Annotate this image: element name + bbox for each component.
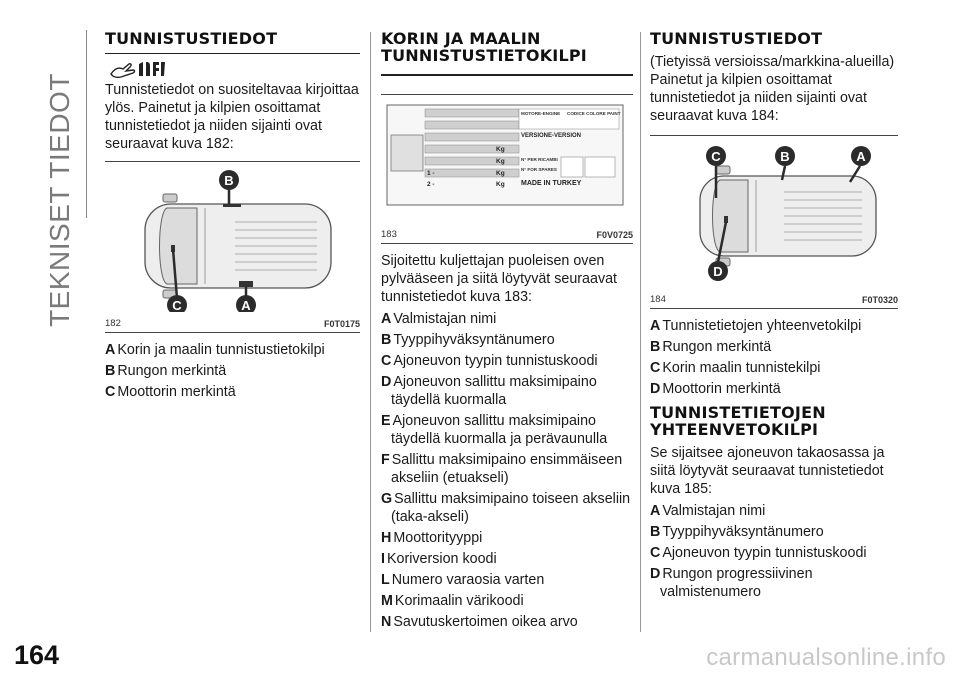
- plate-kg-2: Kg: [496, 157, 505, 165]
- heading-tunnistustiedot: TUNNISTUSTIEDOT: [105, 30, 360, 54]
- id-plate-illustration: [381, 95, 633, 223]
- callout-b: B: [224, 173, 234, 188]
- legend-list: [650, 317, 898, 398]
- figure-number: 183: [381, 228, 397, 240]
- legend-item: C Ajoneuvon tyypin tunnistuskoodi: [381, 352, 598, 369]
- figure-number: 182: [105, 318, 121, 329]
- legend-item: A Valmistajan nimi: [381, 310, 497, 327]
- plate-codice: CODICE COLORE PAINT: [567, 110, 621, 116]
- legend-item: C Moottorin merkintä: [105, 384, 236, 400]
- legend-item: B Tyyppihyväksyntänumero: [381, 331, 555, 348]
- legend-item: C Ajoneuvon tyypin tunnistuskoodi: [650, 545, 867, 561]
- legend-item: A Valmistajan nimi: [650, 503, 766, 519]
- legend-list: [381, 310, 633, 631]
- figure-code: F0V0725: [596, 229, 633, 240]
- column-2: [381, 30, 633, 634]
- figure-code: F0T0320: [861, 295, 898, 305]
- plate-ricambi: N° PER RICAMBI: [521, 156, 558, 162]
- intro-paragraph: Sijoitettu kuljettajan puoleisen oven pylvääseen ja siitä löytyvät seuraavat tunnistetiedot kuva 183:: [381, 252, 618, 305]
- plate-motore: MOTORE-ENGINE: [521, 110, 561, 116]
- legend-item: M Korimaalin värikoodi: [381, 592, 524, 609]
- column-1: [105, 30, 360, 404]
- callout-b: B: [780, 149, 790, 164]
- legend-item: D Rungon progressiivinen valmistenumero: [650, 566, 813, 600]
- legend-item: N Savutuskertoimen oikea arvo: [381, 613, 578, 630]
- heading-yhteenvetokilpi: TUNNISTETIETOJEN YHTEENVETOKILPI: [650, 403, 826, 439]
- legend-item: C Korin maalin tunnistekilpi: [650, 360, 821, 376]
- legend-item: E Ajoneuvon sallittu maksimipaino täydellä kuormalla ja perävaunulla: [381, 412, 608, 447]
- heading-korin-ja-maalin: KORIN JA MAALIN TUNNISTUSTIETOKILPI: [381, 29, 587, 65]
- figure-code: F0T0175: [323, 319, 360, 329]
- intro-paragraph: (Tietyissä versioissa/markkina-alueilla) Painetut ja kilpien osoittamat tunnistetiedot ja niiden sijainti ovat seuraavat kuva 184:: [650, 54, 895, 124]
- legend-item: B Tyyppihyväksyntänumero: [650, 524, 824, 540]
- callout-c: C: [172, 298, 182, 312]
- legend-item: I Koriversion koodi: [381, 550, 497, 567]
- page-number: 164: [14, 640, 60, 670]
- callout-d: D: [713, 264, 723, 279]
- plate-row1: 1 -: [427, 169, 435, 177]
- column-divider: [370, 32, 371, 632]
- heading-tunnistustiedot-2: TUNNISTUSTIEDOT: [650, 29, 823, 48]
- professional-hand-icon: [109, 58, 167, 80]
- plate-kg-4: Kg: [496, 180, 505, 188]
- plate-versione: VERSIONE-VERSION: [521, 132, 582, 139]
- legend-item: F Sallittu maksimipaino ensimmäiseen akseliin (etuakseli): [381, 451, 623, 486]
- figure-number: 184: [650, 294, 666, 305]
- intro-paragraph: Tunnistetiedot on suositeltavaa kirjoittaa ylös. Painetut ja kilpien osoittamat tunnistetiedot ja niiden sijainti ovat seuraavat kuva 182:: [105, 82, 359, 152]
- legend-item: B Rungon merkintä: [650, 339, 772, 355]
- side-rule: [86, 30, 87, 218]
- legend-item: L Numero varaosia varten: [381, 571, 545, 588]
- callout-c: C: [711, 149, 721, 164]
- plate-spares: N° FOR SPARES: [521, 166, 557, 172]
- van-topview-illustration: [650, 136, 898, 288]
- legend-item: H Moottorityyppi: [381, 529, 483, 546]
- callout-a: A: [241, 298, 251, 312]
- column-3: [650, 30, 898, 604]
- watermark: carmanualsonline.info: [706, 644, 946, 671]
- legend-item: A Tunnistetietojen yhteenvetokilpi: [650, 318, 862, 334]
- intro-paragraph-2: Se sijaitsee ajoneuvon takaosassa ja siitä löytyvät seuraavat tunnistetiedot kuva 185:: [650, 445, 885, 497]
- van-topview-illustration: [105, 162, 360, 312]
- legend-item: A Korin ja maalin tunnistustietokilpi: [105, 342, 325, 358]
- legend-list-2: [650, 502, 898, 601]
- plate-row2: 2 -: [427, 180, 435, 188]
- plate-kg-3: Kg: [496, 169, 505, 177]
- callout-a: A: [856, 149, 866, 164]
- column-divider: [640, 32, 641, 632]
- plate-made: MADE IN TURKEY: [521, 179, 582, 187]
- heading-rule: [381, 74, 633, 76]
- legend-item: D Ajoneuvon sallittu maksimipaino täydellä kuormalla: [381, 373, 597, 408]
- section-side-title: TEKNISET TIEDOT: [44, 73, 75, 327]
- figure-183: [381, 94, 633, 244]
- plate-kg-1: Kg: [496, 145, 505, 153]
- figure-184: [650, 135, 898, 309]
- legend-item: D Moottorin merkintä: [650, 381, 781, 397]
- legend-list: [105, 341, 360, 401]
- legend-item: G Sallittu maksimipaino toiseen akseliin (taka-akseli): [381, 490, 631, 525]
- figure-182: [105, 161, 360, 333]
- legend-item: B Rungon merkintä: [105, 363, 227, 379]
